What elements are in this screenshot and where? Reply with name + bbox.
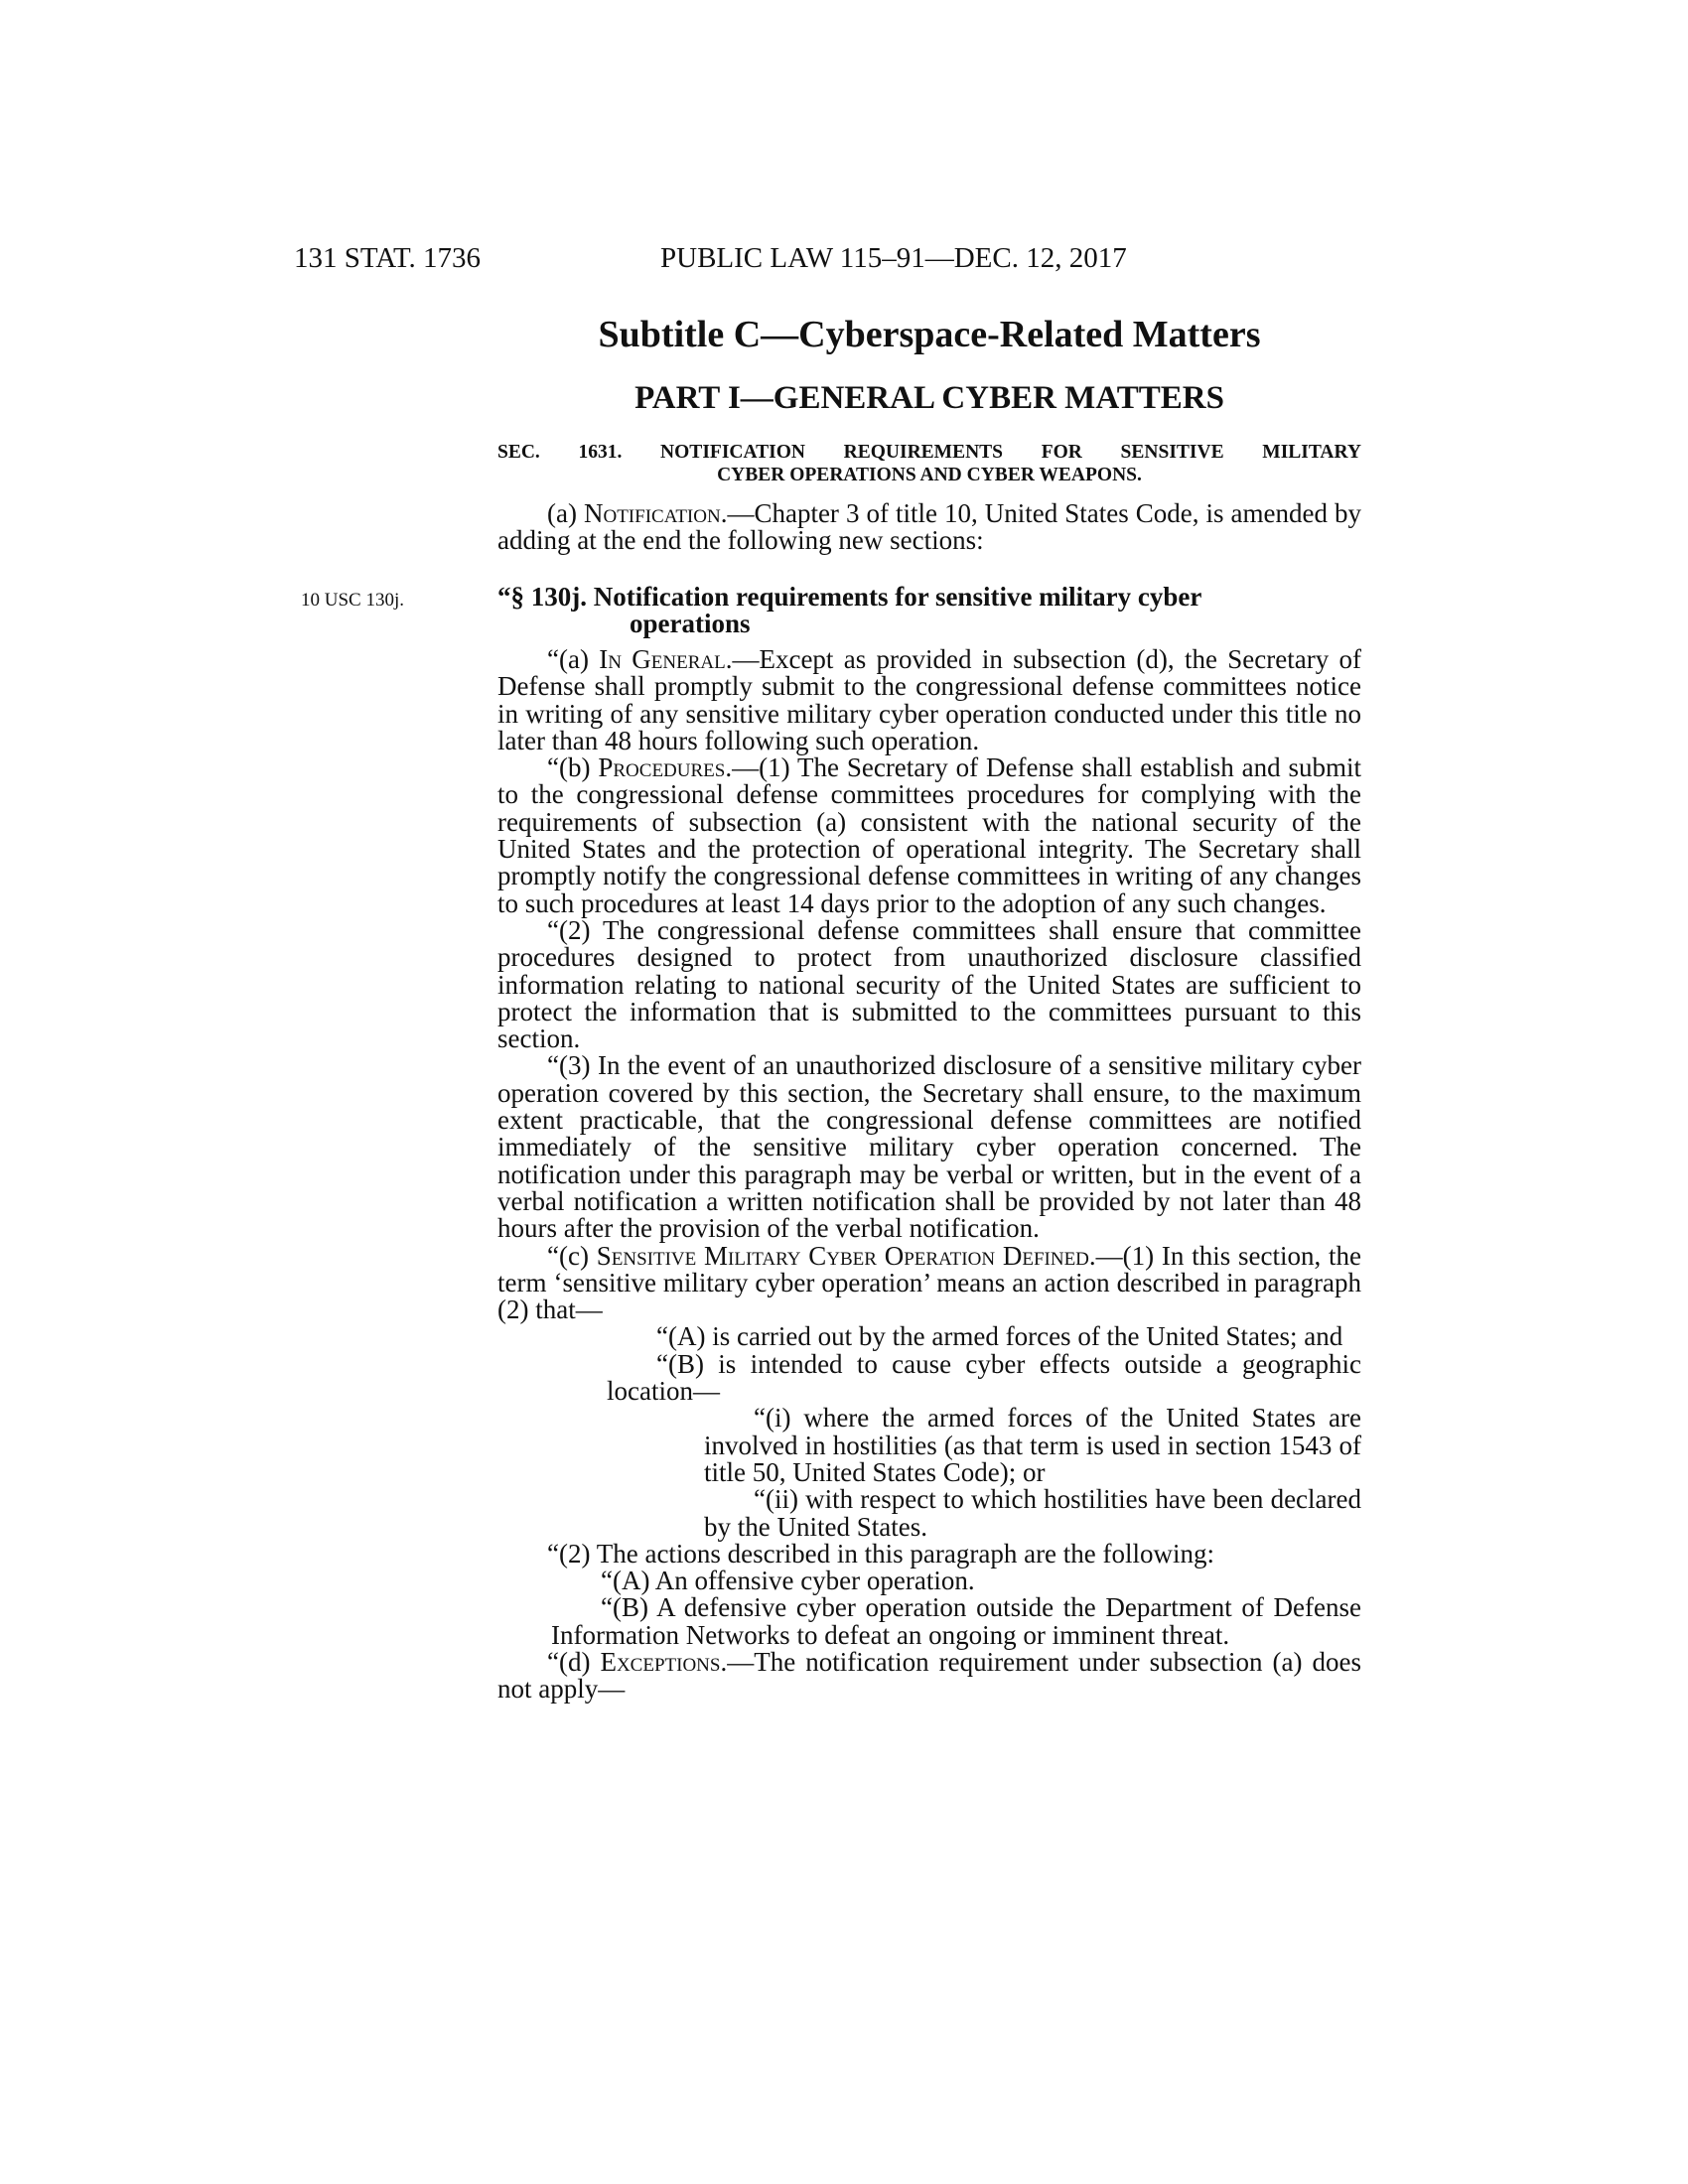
- subsection-d-text: .—The notification requirement under subsection (a) does not apply—: [497, 1646, 1361, 1705]
- subsection-c-clause-i: “(i) where the armed forces of the United States are involved in hostilities (as that term is used in section 1543 of title 50, United States Code); or: [704, 1403, 1361, 1487]
- subsection-c-clause-ii: “(ii) with respect to which hostilities have been declared by the United States.: [704, 1484, 1361, 1542]
- section-heading-line1: SEC. 1631. NOTIFICATION REQUIREMENTS FOR SENSITIVE MILITARY: [497, 442, 1361, 463]
- subsection-a: [497, 646, 1361, 754]
- section-130j-heading-line2: operations: [630, 609, 751, 639]
- subsection-c-text: .—(1) In this section, the term ‘sensitive military cyber operation’ means an action described in paragraph (2) that—: [497, 1240, 1361, 1325]
- subsection-c-clauses: [607, 1405, 1361, 1540]
- subsection-c-prefix: “(c): [547, 1240, 597, 1271]
- subsection-b-prefix: “(b): [547, 752, 599, 783]
- paragraph-a-prefix: (a): [547, 498, 584, 528]
- subsection-b-paragraph-2: “(2) The congressional defense committees shall ensure that committee procedures designed to protect from unauthorized disclosure classified information relating to national security of the United States are sufficient to protect the information that is submitted to the committees pursuant to this section.: [497, 914, 1361, 1054]
- subsection-b: [497, 754, 1361, 917]
- stat-citation: 131 STAT. 1736: [294, 242, 482, 274]
- subsection-c-paragraph-2: “(2) The actions described in this paragraph are the following:: [547, 1538, 1215, 1569]
- subsection-d-heading: Exceptions: [600, 1646, 721, 1677]
- section-130j-heading-line1: “§ 130j. Notification requirements for sensitive military cyber: [497, 582, 1202, 612]
- section-heading: [497, 441, 1361, 486]
- subsection-b-paragraph-3: “(3) In the event of an unauthorized disclosure of a sensitive military cyber operation covered by this section, the Secretary shall ensure, to the maximum extent practicable, that the congressional defense committees are notified immediately of the sensitive military cyber operation concerned. The notification under this paragraph may be verbal or written, but in the event of a verbal notification a written notification shall be provided by not later than 48 hours after the provision of the verbal notification.: [497, 1050, 1361, 1244]
- part-heading: PART I—GENERAL CYBER MATTERS: [634, 380, 1224, 416]
- section-130j-heading: [497, 584, 1361, 638]
- page-header: [0, 242, 1688, 282]
- paragraph-a-text: .—Chapter 3 of title 10, United States Code, is amended by adding at the end the following new sections:: [497, 498, 1361, 556]
- margin-note: 10 USC 130j.: [301, 590, 404, 611]
- paragraph-a: [497, 500, 1361, 555]
- amendment-paragraph: [497, 500, 1361, 555]
- paragraph-a-heading: Notification: [583, 498, 721, 528]
- subsection-d-prefix: “(d): [547, 1646, 601, 1677]
- subsection-c-subparagraph-A: “(A) is carried out by the armed forces of the United States; and: [656, 1321, 1343, 1352]
- section-130j-body: [497, 646, 1361, 1704]
- subsection-c-paragraph-2-B: “(B) A defensive cyber operation outside the Department of Defense Information Networks to defeat an ongoing or imminent threat.: [551, 1592, 1361, 1650]
- subsection-c-paragraph-2-items: [497, 1568, 1361, 1649]
- public-law-citation: PUBLIC LAW 115–91—DEC. 12, 2017: [660, 242, 1127, 274]
- subtitle-heading: Subtitle C—Cyberspace-Related Matters: [598, 314, 1261, 355]
- subsection-b-heading: Procedures: [598, 752, 726, 783]
- subsection-b-text: .—(1) The Secretary of Defense shall establish and submit to the congressional defense committees procedures for complying with the requirements of subsection (a) consistent with the national security of the United States and the protection of operational integrity. The Secretary shall promptly notify the congressional defense committees in writing of any changes to such procedures at least 14 days prior to the adoption of any such changes.: [497, 752, 1362, 918]
- subsection-c-subparagraphs: [497, 1323, 1361, 1540]
- subsection-c: [497, 1240, 1361, 1325]
- subsection-c-paragraph-2-A: “(A) An offensive cyber operation.: [601, 1566, 975, 1596]
- subsection-d: [497, 1646, 1361, 1705]
- section-heading-line2: CYBER OPERATIONS AND CYBER WEAPONS.: [717, 465, 1142, 485]
- subsection-a-prefix: “(a): [547, 644, 600, 674]
- subsection-a-heading: In General: [599, 644, 726, 674]
- subsection-a-text: .—Except as provided in subsection (d), the Secretary of Defense shall promptly submit to the congressional defense committees notice in writing of any sensitive military cyber operation conducted under this title no later than 48 hours following such operation.: [497, 644, 1361, 755]
- subsection-c-subparagraph-B: “(B) is intended to cause cyber effects outside a geographic location—: [607, 1348, 1361, 1407]
- subsection-c-heading: Sensitive Military Cyber Operation Defined: [596, 1240, 1089, 1271]
